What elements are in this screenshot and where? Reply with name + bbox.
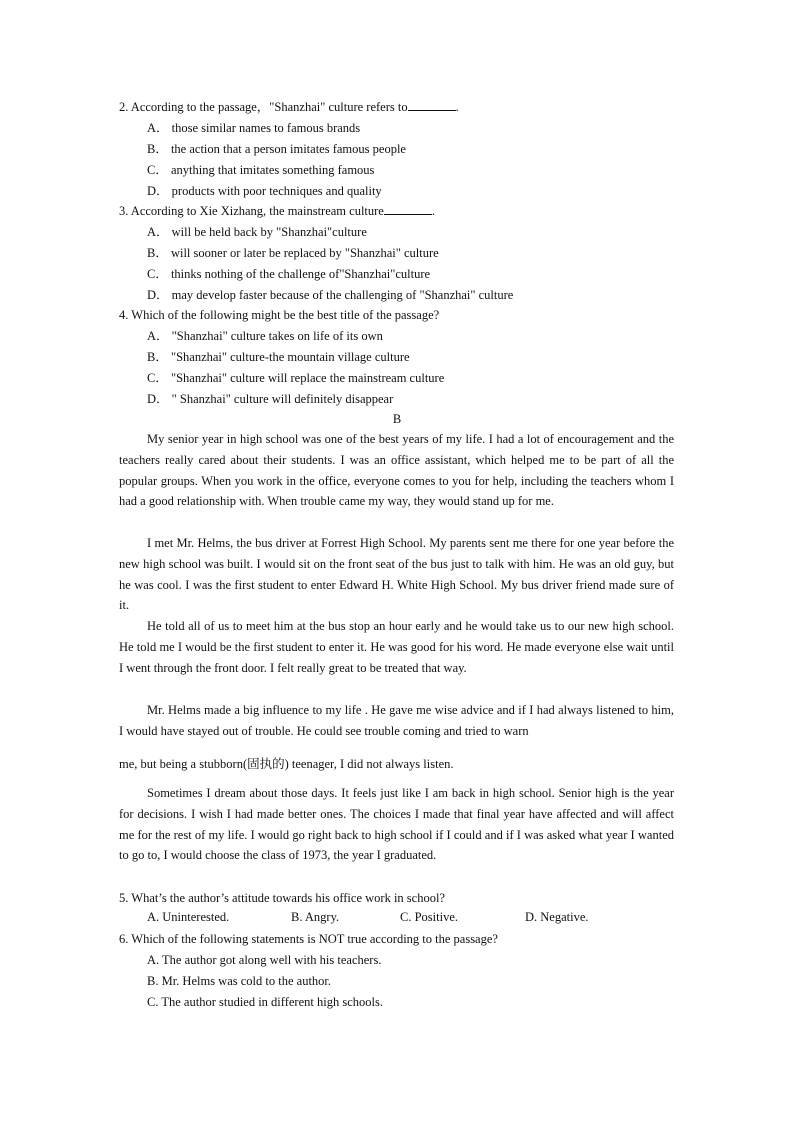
answer-blank bbox=[384, 203, 432, 215]
question-3-text: 3. According to Xie Xizhang, the mainstream culture bbox=[119, 204, 384, 218]
question-6-option-b: B. Mr. Helms was cold to the author. bbox=[147, 974, 332, 988]
question-6-stem: 6. Which of the following statements is NOT true according to the passage? bbox=[119, 932, 498, 946]
question-5-option-a: A. Uninterested. bbox=[147, 910, 230, 924]
question-4-option-a: A． "Shanzhai" culture takes on life of its own bbox=[147, 329, 383, 343]
question-5-option-c: C. Positive. bbox=[400, 910, 458, 924]
passage-paragraph-1: My senior year in high school was one of the best years of my life. I had a lot of encouragement and the teachers really cared about their students. I was an office assistant, which helped me to be part of all the popular groups. When you work in the office, everyone comes to you for help, including the teachers whom I had a good relationship with. When trouble came my way, they would stand up for me. bbox=[119, 432, 674, 509]
question-5-stem: 5. What’s the author’s attitude towards his office work in school? bbox=[119, 891, 445, 905]
question-2-option-c: C． anything that imitates something famous bbox=[147, 163, 375, 177]
question-3-option-d: D． may develop faster because of the challenging of "Shanzhai" culture bbox=[147, 288, 514, 302]
answer-blank bbox=[408, 99, 456, 111]
question-2-option-b: B． the action that a person imitates famous people bbox=[147, 142, 406, 156]
question-4-option-d: D． " Shanzhai" culture will definitely disappear bbox=[147, 392, 394, 406]
question-3-option-c: C． thinks nothing of the challenge of"Shanzhai"culture bbox=[147, 267, 431, 281]
question-6-option-a: A. The author got along well with his teachers. bbox=[147, 953, 382, 967]
question-4-option-c: C． "Shanzhai" culture will replace the mainstream culture bbox=[147, 371, 445, 385]
question-3-end: . bbox=[431, 204, 435, 218]
question-5-option-b: B. Angry. bbox=[291, 910, 340, 924]
passage-paragraph-3: He told all of us to meet him at the bus stop an hour early and he would take us to our new high school. He told me I would be the first student to enter it. He was good for his word. He made everyone else wait until I went through the front door. I felt really great to be treated that way. bbox=[119, 619, 674, 675]
question-3-stem bbox=[119, 203, 435, 219]
question-2-option-a: A． those similar names to famous brands bbox=[147, 121, 361, 135]
question-5-option-d: D. Negative. bbox=[525, 910, 589, 924]
passage-paragraph-4-end: me, but being a stubborn(固执的) teenager, I did not always listen. bbox=[119, 757, 454, 771]
section-b-heading: B bbox=[392, 412, 402, 426]
passage-paragraph-4: Mr. Helms made a big influence to my life . He gave me wise advice and if I had always listened to him, I would have stayed out of trouble. He could see trouble coming and tried to warn bbox=[119, 703, 674, 738]
question-4-option-b: B． "Shanzhai" culture-the mountain village culture bbox=[147, 350, 410, 364]
question-2-end: . bbox=[455, 100, 459, 114]
question-2-option-d: D． products with poor techniques and quality bbox=[147, 184, 382, 198]
question-2-stem bbox=[119, 99, 459, 115]
question-6-option-c: C. The author studied in different high schools. bbox=[147, 995, 383, 1009]
question-2-text: 2. According to the passage，"Shanzhai" culture refers to bbox=[119, 100, 408, 114]
question-3-option-a: A． will be held back by "Shanzhai"culture bbox=[147, 225, 367, 239]
passage-paragraph-2: I met Mr. Helms, the bus driver at Forrest High School. My parents sent me there for one year before the new high school was built. I would sit on the front seat of the bus just to talk with him. He was an old guy, but he was cool. I was the first student to enter Edward H. White High School. My bus driver friend made sure of it. bbox=[119, 536, 674, 613]
passage-paragraph-5: Sometimes I dream about those days. It feels just like I am back in high school. Senior high is the year for decisions. I wish I had made better ones. The choices I made that final year have affected and will affect me for the rest of my life. I would go right back to high school if I could and if I was asked what year I wanted to go to, I would choose the class of 1973, the year I graduated. bbox=[119, 786, 674, 863]
question-4-stem: 4. Which of the following might be the best title of the passage? bbox=[119, 308, 440, 322]
question-3-option-b: B． will sooner or later be replaced by "Shanzhai" culture bbox=[147, 246, 439, 260]
